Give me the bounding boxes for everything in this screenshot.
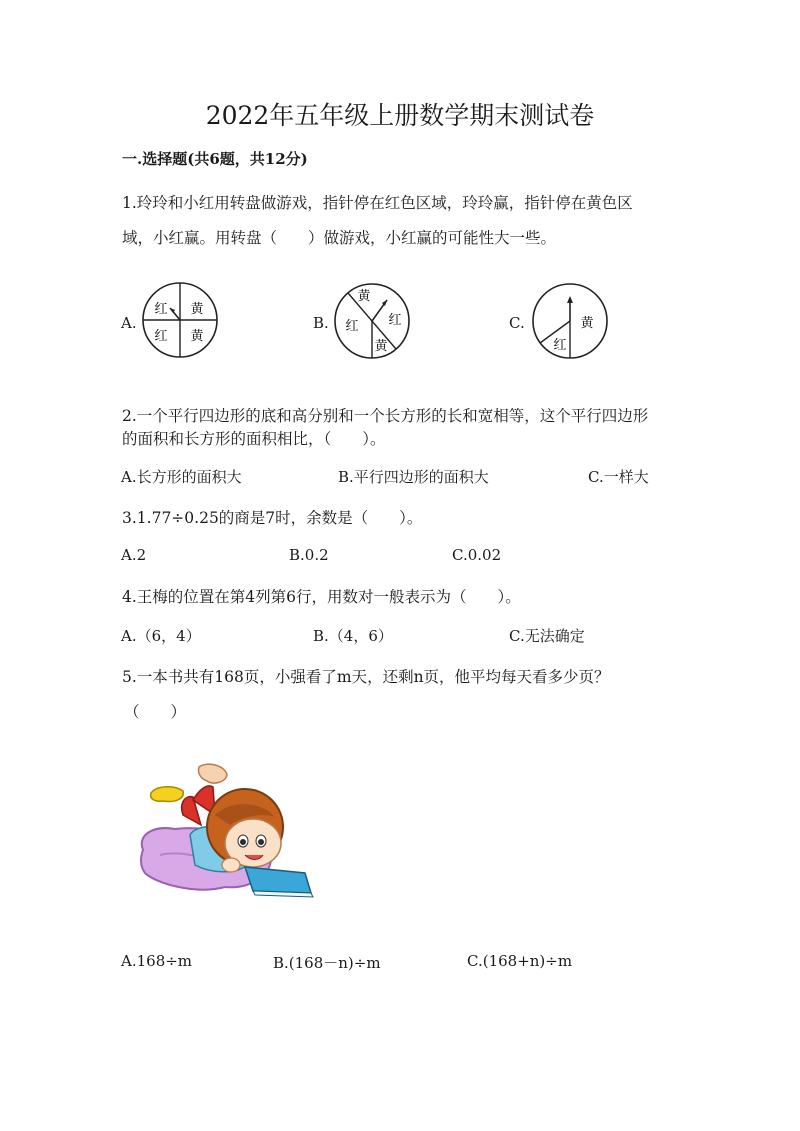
question-4-option-b[interactable]: B.（4，6） [313, 627, 393, 645]
question-5-line-1: 5.一本书共有168页，小强看了m天，还剩n页，他平均每天看多少页？ [122, 668, 610, 686]
option-c-label: C. [509, 314, 525, 332]
question-3-option-c[interactable]: C.0.02 [452, 546, 502, 564]
question-2-option-a[interactable]: A.长方形的面积大 [121, 468, 242, 486]
question-1-line-1: 1.玲玲和小红用转盘做游戏，指针停在红色区域，玲玲赢，指针停在黄色区 [122, 194, 633, 212]
option-a-label: A. [121, 314, 137, 332]
question-2-option-c[interactable]: C.一样大 [588, 468, 649, 486]
spinner-a [140, 280, 220, 360]
question-3-option-a[interactable]: A.2 [121, 546, 147, 564]
question-3-line-1: 3.1.77÷0.25的商是7时，余数是（ ）。 [122, 509, 423, 527]
question-2-line-1: 2.一个平行四边形的底和高分别和一个长方形的长和宽相等，这个平行四边形 [122, 407, 649, 425]
question-2-option-b[interactable]: B.平行四边形的面积大 [338, 468, 489, 486]
spinner-a-region-4: 黄 [190, 329, 204, 344]
question-2-line-2: 的面积和长方形的面积相比，（ ）。 [122, 430, 386, 448]
question-4-line-1: 4.王梅的位置在第4列第6行，用数对一般表示为（ ）。 [122, 588, 521, 606]
spinner-b-region-2: 红 [345, 319, 359, 334]
question-3-option-b[interactable]: B.0.2 [289, 546, 329, 564]
spinner-b-region-4: 黄 [374, 339, 388, 354]
spinner-c-region-2: 红 [553, 338, 567, 353]
question-1-line-2: 域，小红赢。用转盘（ ）做游戏，小红赢的可能性大一些。 [122, 229, 557, 247]
question-5-option-a[interactable]: A.168÷m [121, 952, 193, 970]
spinner-b-region-1: 黄 [357, 289, 371, 304]
question-5-option-c[interactable]: C.(168+n)÷m [467, 952, 573, 970]
page-title: 2022年五年级上册数学期末测试卷 [205, 101, 595, 130]
section-heading: 一.选择题(共6题，共12分) [122, 150, 308, 168]
question-4-option-a[interactable]: A.（6，4） [121, 627, 201, 645]
spinner-b-region-3: 红 [388, 313, 402, 328]
spinner-b [332, 280, 412, 362]
question-4-option-c[interactable]: C.无法确定 [509, 627, 585, 645]
child-reading-illustration [135, 755, 320, 905]
spinner-a-region-3: 红 [154, 329, 168, 344]
spinner-a-region-2: 黄 [190, 302, 204, 317]
spinner-c [530, 281, 610, 361]
spinner-a-region-1: 红 [154, 302, 168, 317]
spinner-c-region-1: 黄 [580, 316, 594, 331]
question-5-line-2: （ ） [124, 703, 187, 721]
option-b-label: B. [313, 314, 329, 332]
question-5-option-b[interactable]: B.(168－n)÷m [273, 954, 381, 972]
